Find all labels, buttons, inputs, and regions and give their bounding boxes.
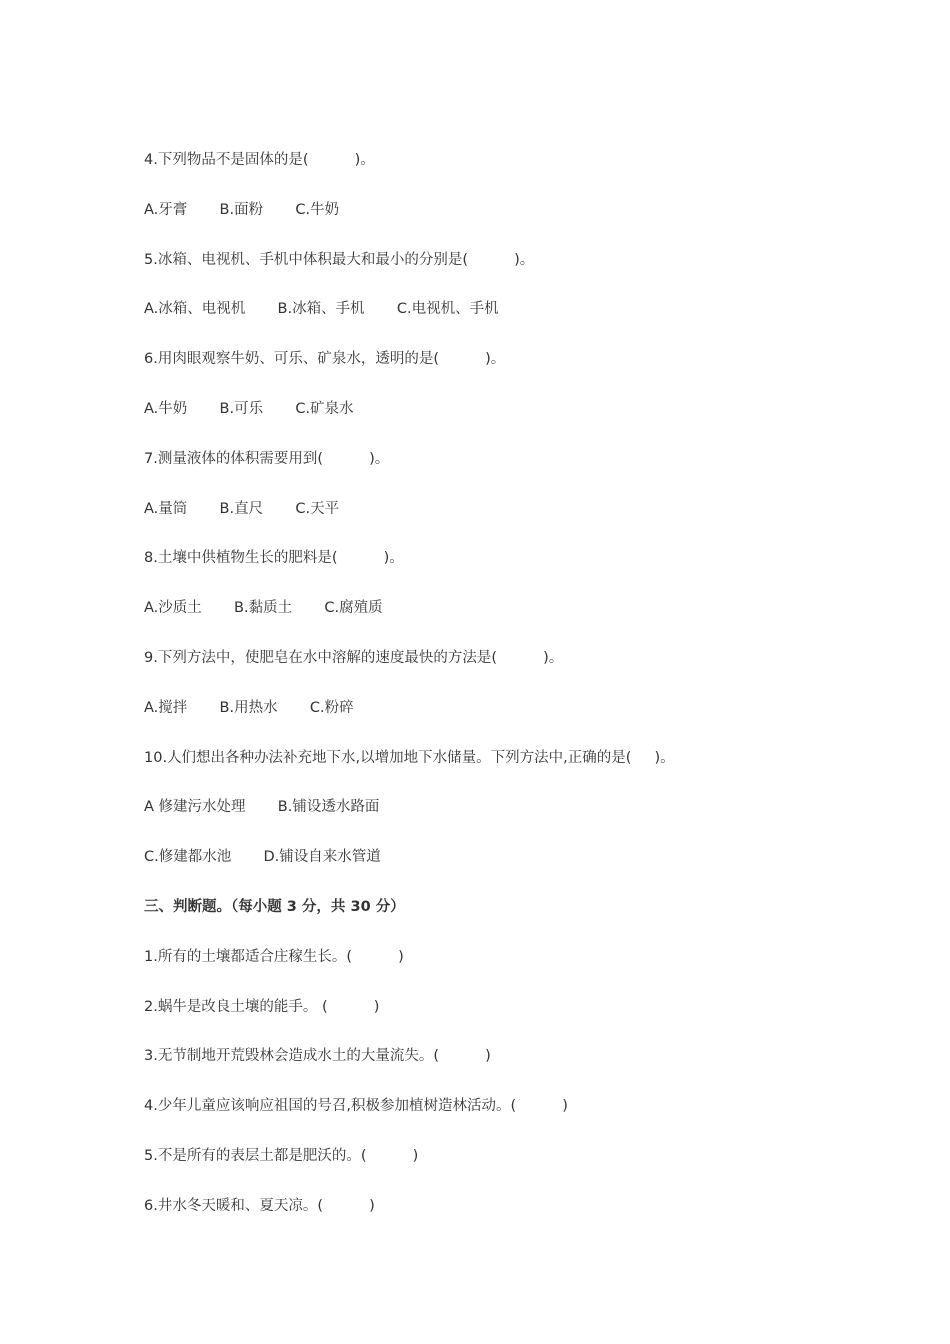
question-10-options-cd: C.修建都水池 D.铺设自来水管道 (144, 849, 381, 866)
question-9-stem: 9.下列方法中，使肥皂在水中溶解的速度最快的方法是( )。 (144, 649, 564, 666)
question-7-options: A.量筒 B.直尺 C.天平 (144, 500, 340, 517)
true-false-item-4: 4.少年儿童应该响应祖国的号召,积极参加植树造林活动。( ) (144, 1098, 568, 1115)
question-10-options-ab: A 修建污水处理 B.铺设透水路面 (144, 799, 380, 816)
document-page (144, 150, 904, 1246)
question-10-stem: 10.人们想出各种办法补充地下水,以增加地下水储量。下列方法中,正确的是( )。 (144, 749, 675, 766)
true-false-item-2: 2.蜗牛是改良土壤的能手。 ( ) (144, 998, 380, 1015)
question-7-stem: 7.测量液体的体积需要用到( )。 (144, 450, 390, 467)
question-5-options: A.冰箱、电视机 B.冰箱、手机 C.电视机、手机 (144, 301, 499, 318)
question-9-options: A.搅拌 B.用热水 C.粉碎 (144, 699, 354, 716)
question-6-options: A.牛奶 B.可乐 C.矿泉水 (144, 400, 354, 417)
question-8-stem: 8.土壤中供植物生长的肥料是( )。 (144, 550, 404, 567)
question-5-stem: 5.冰箱、电视机、手机中体积最大和最小的分别是( )。 (144, 251, 535, 268)
true-false-item-5: 5.不是所有的表层土都是肥沃的。( ) (144, 1147, 419, 1164)
question-4-options: A.牙膏 B.面粉 C.牛奶 (144, 201, 340, 218)
true-false-item-6: 6.井水冬天暖和、夏天凉。( ) (144, 1197, 375, 1214)
section-heading-true-false: 三、判断题。（每小题 3 分，共 30 分） (144, 898, 405, 915)
question-8-options: A.沙质土 B.黏质土 C.腐殖质 (144, 600, 383, 617)
true-false-item-3: 3.无节制地开荒毁林会造成水土的大量流失。( ) (144, 1048, 491, 1065)
question-4-stem: 4.下列物品不是固体的是( )。 (144, 152, 375, 168)
true-false-item-1: 1.所有的土壤都适合庄稼生长。( ) (144, 948, 404, 965)
question-6-stem: 6.用肉眼观察牛奶、可乐、矿泉水，透明的是( )。 (144, 351, 506, 368)
